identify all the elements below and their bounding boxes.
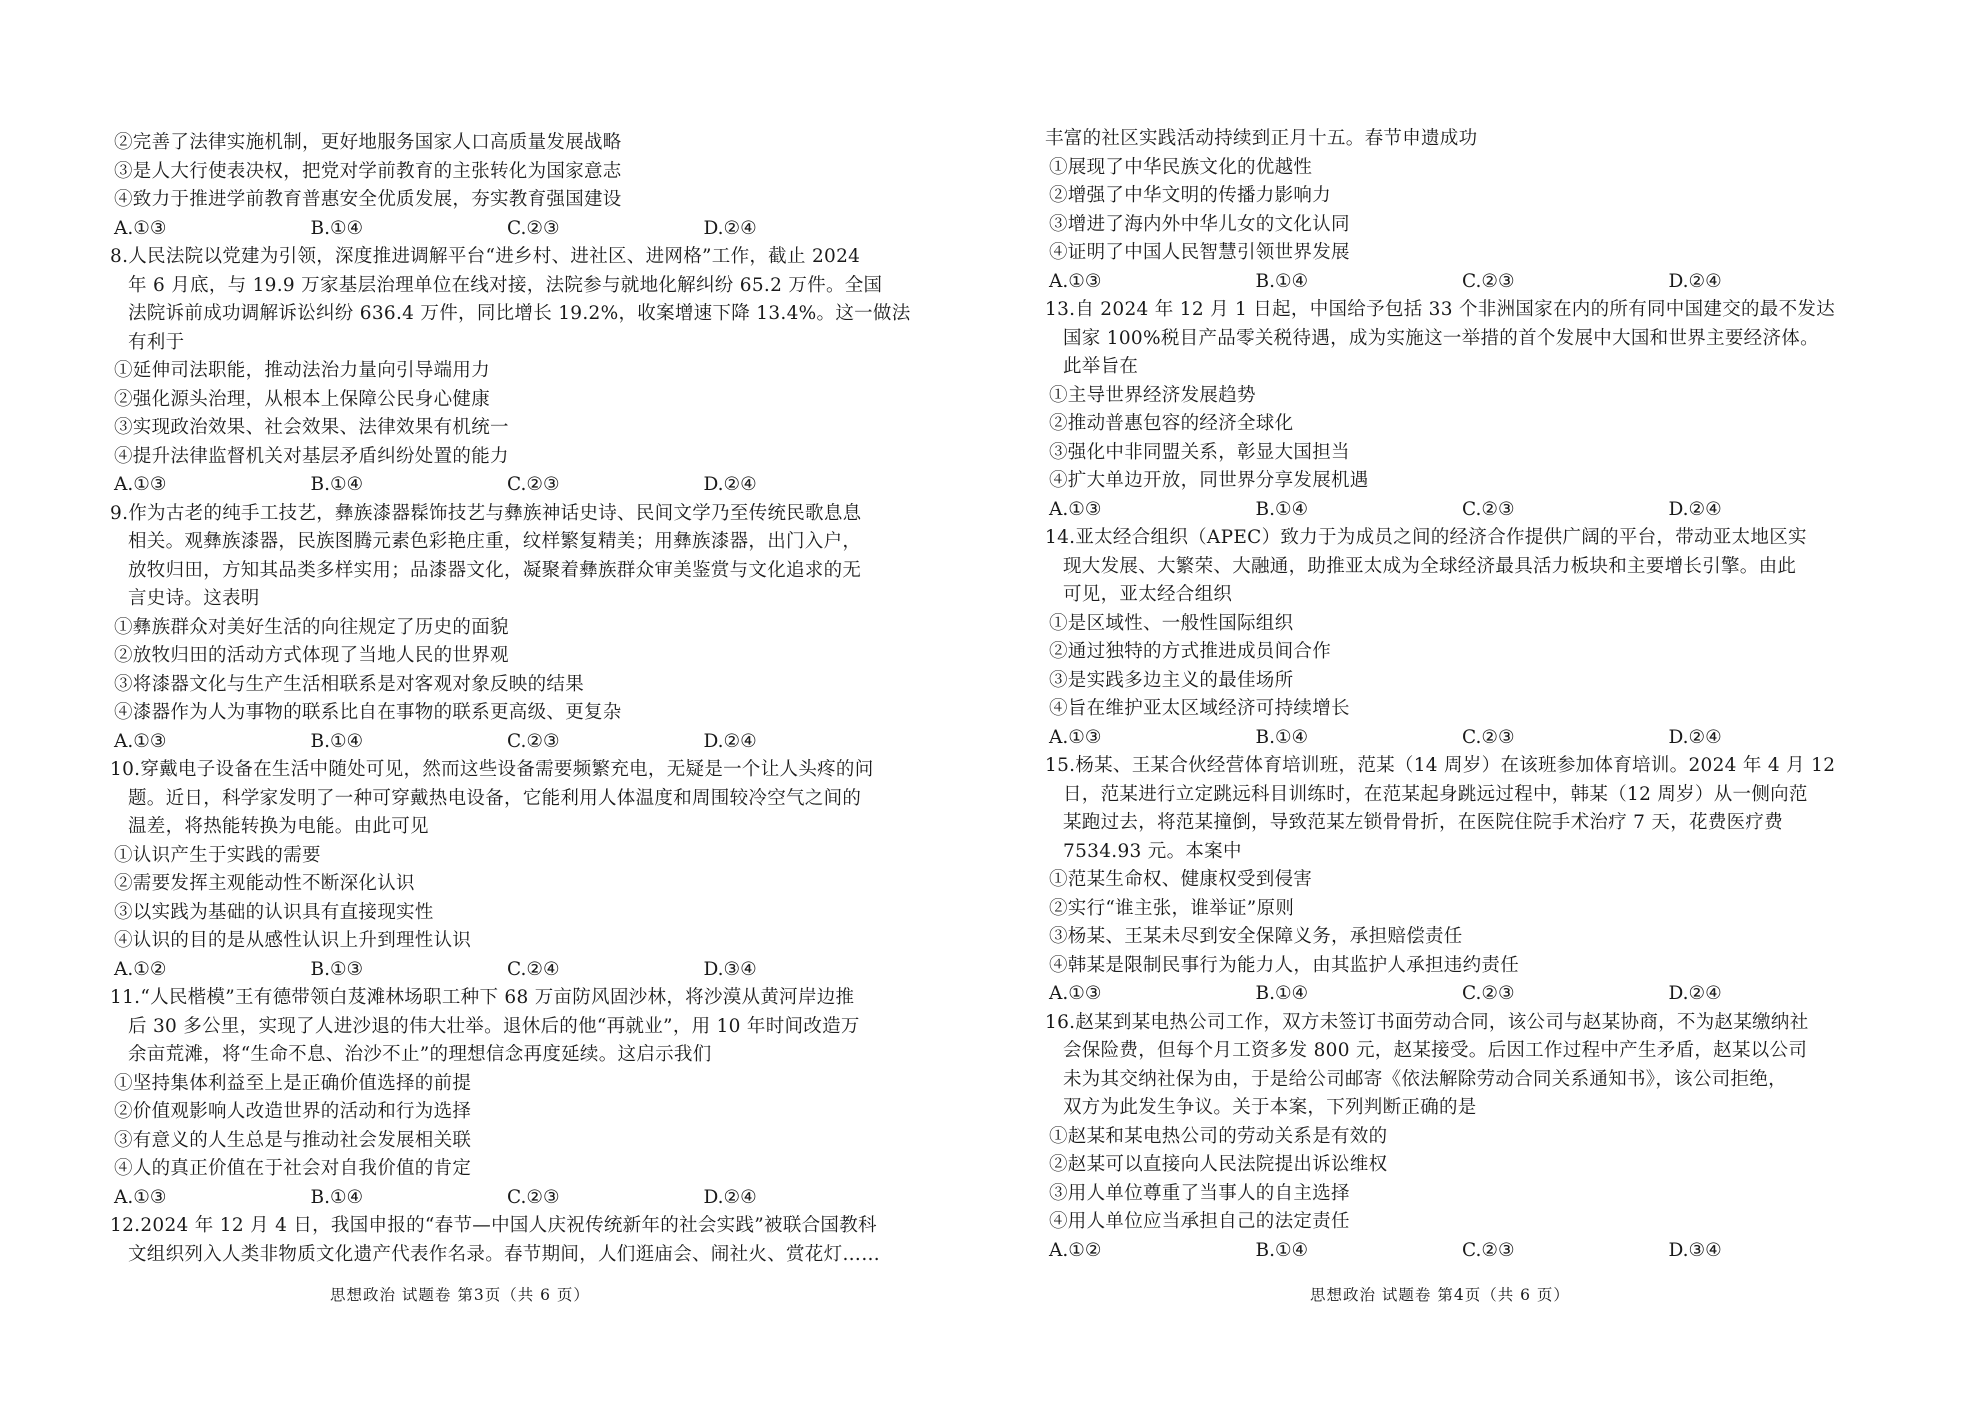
answer-choice[interactable]: A.①② — [114, 958, 167, 980]
answer-choice[interactable]: B.①③ — [310, 958, 364, 980]
question-stem: 8.人民法院以党建为引领，深度推进调解平台“进乡村、进社区、进网格”工作，截止 2024 — [110, 246, 861, 267]
answer-choice[interactable]: B.①④ — [310, 1186, 364, 1208]
right-page-content — [1045, 125, 1875, 1265]
question-stem: 9.作为古老的纯手工技艺，彝族漆器髹饰技艺与彝族神话史诗、民间文学乃至传统民歌息息 — [110, 502, 862, 524]
question-stem-continued: 言史诗。这表明 — [128, 588, 260, 609]
question-q15 — [1045, 752, 1875, 1009]
page-footer: 思想政治 试题卷 第3页（共 6 页） — [330, 1286, 590, 1304]
question-stem-continued: 温差，将热能转换为电能。由此可见 — [128, 816, 429, 837]
statement-option: ②赵某可以直接向人民法院提出诉讼维权 — [1049, 1154, 1388, 1175]
question-stem-continued: 后 30 多公里，实现了人进沙退的伟大壮举。退休后的他“再就业”，用 10 年时间改造万 — [128, 1015, 860, 1037]
answer-choice[interactable]: C.②③ — [1462, 1239, 1515, 1261]
answer-choice[interactable]: C.②③ — [1462, 270, 1515, 292]
answer-choice[interactable]: D.②④ — [1668, 726, 1722, 748]
statement-option: ④扩大单边开放，同世界分享发展机遇 — [1049, 470, 1369, 491]
statement-option: ④用人单位应当承担自己的法定责任 — [1049, 1211, 1350, 1232]
answer-choice[interactable]: A.①③ — [1049, 498, 1102, 520]
statement-option: ②完善了法律实施机制，更好地服务国家人口高质量发展战略 — [114, 132, 622, 153]
statement-option: ④提升法律监督机关对基层矛盾纠纷处置的能力 — [114, 445, 509, 467]
answer-choice[interactable]: D.②④ — [703, 1186, 757, 1208]
answer-choice[interactable]: A.①③ — [114, 217, 167, 239]
answer-choices — [1045, 496, 1875, 525]
statement-option: ②通过独特的方式推进成员间合作 — [1049, 641, 1332, 662]
answer-choice[interactable]: D.②④ — [1668, 270, 1722, 292]
statement-option: ④致力于推进学前教育普惠安全优质发展，夯实教育强国建设 — [114, 189, 622, 210]
statement-option: ①是区域性、一般性国际组织 — [1049, 612, 1294, 634]
answer-choice[interactable]: A.①② — [1049, 1239, 1102, 1261]
answer-choice[interactable]: B.①④ — [310, 474, 364, 495]
statement-option: ②放牧归田的活动方式体现了当地人民的世界观 — [114, 645, 509, 666]
statement-option: ③是人大行使表决权，把党对学前教育的主张转化为国家意志 — [114, 160, 622, 182]
answer-choices — [110, 215, 900, 244]
question-stem: 丰富的社区实践活动持续到正月十五。春节申遗成功 — [1045, 128, 1478, 149]
answer-choice[interactable]: B.①④ — [1255, 726, 1309, 748]
answer-choice[interactable]: D.②④ — [703, 730, 757, 752]
question-stem-continued: 文组织列入人类非物质文化遗产代表作名录。春节期间，人们逛庙会、闹社火、赏花灯…… — [128, 1243, 881, 1265]
answer-choice[interactable]: C.②③ — [1462, 498, 1515, 520]
statement-option: ①延伸司法职能，推动法治力量向引导端用力 — [114, 360, 491, 381]
question-stem-continued: 双方为此发生争议。关于本案，下列判断正确的是 — [1063, 1097, 1477, 1118]
question-stem-continued: 有利于 — [128, 331, 185, 353]
question-stem-continued: 日，范某进行立定跳远科目训练时，在范某起身跳远过程中，韩某（12 周岁）从一侧向范 — [1063, 783, 1808, 805]
question-q12_tail — [1045, 125, 1875, 296]
answer-choice[interactable]: B.①④ — [1255, 270, 1309, 292]
question-q16 — [1045, 1009, 1875, 1266]
statement-option: ④证明了中国人民智慧引领世界发展 — [1049, 242, 1350, 263]
answer-choices — [110, 471, 900, 500]
statement-option: ①范某生命权、健康权受到侵害 — [1049, 869, 1313, 890]
answer-choice[interactable]: D.②④ — [1668, 983, 1722, 1004]
question-stem-continued: 未为其交纳社保为由，于是给公司邮寄《依法解除劳动合同关系通知书》，该公司拒绝， — [1063, 1068, 1787, 1090]
page-footer: 思想政治 试题卷 第4页（共 6 页） — [1310, 1286, 1570, 1304]
answer-choice[interactable]: A.①③ — [1049, 983, 1102, 1004]
answer-choices — [110, 728, 900, 757]
answer-choices — [110, 956, 900, 985]
statement-option: ①认识产生于实践的需要 — [114, 844, 321, 866]
question-stem: 16.赵某到某电热公司工作，双方未签订书面劳动合同，该公司与赵某协商，不为赵某缴纳社 — [1045, 1011, 1809, 1033]
answer-choice[interactable]: C.②③ — [507, 1186, 560, 1208]
question-stem-continued: 某跑过去，将范某撞倒，导致范某左锁骨骨折，在医院住院手术治疗 7 天，花费医疗费 — [1063, 812, 1784, 833]
statement-option: ③有意义的人生总是与推动社会发展相关联 — [114, 1129, 472, 1151]
question-stem-continued: 余亩荒滩，将“生命不息、治沙不止”的理想信念再度延续。这启示我们 — [128, 1044, 712, 1065]
statement-option: ①坚持集体利益至上是正确价值选择的前提 — [114, 1072, 472, 1094]
answer-choice[interactable]: D.③④ — [1668, 1239, 1722, 1261]
answer-choices — [1045, 980, 1875, 1009]
statement-option: ④人的真正价值在于社会对自我价值的肯定 — [114, 1158, 472, 1179]
answer-choice[interactable]: A.①③ — [114, 1186, 167, 1208]
question-stem-continued: 会保险费，但每个月工资多发 800 元，赵某接受。后因工作过程中产生矛盾，赵某以公司 — [1063, 1040, 1808, 1061]
question-stem-continued: 法院诉前成功调解诉讼纠纷 636.4 万件，同比增长 19.2%，收案增速下降 13.4%。这一做法 — [128, 303, 911, 324]
question-stem-continued: 可见，亚太经合组织 — [1063, 584, 1233, 605]
answer-choices — [1045, 268, 1875, 297]
answer-choice[interactable]: C.②③ — [507, 730, 560, 752]
question-q12_head — [110, 1212, 900, 1269]
question-stem-continued: 现大发展、大繁荣、大融通，助推亚太成为全球经济最具活力板块和主要增长引擎。由此 — [1063, 555, 1797, 577]
answer-choice[interactable]: D.②④ — [703, 217, 757, 239]
answer-choice[interactable]: D.②④ — [703, 474, 757, 495]
question-stem-continued: 题。近日，科学家发明了一种可穿戴热电设备，它能利用人体温度和周围较冷空气之间的 — [128, 787, 862, 809]
statement-option: ③实现政治效果、社会效果、法律效果有机统一 — [114, 417, 509, 438]
left-page-content — [110, 129, 911, 1269]
statement-option: ①彝族群众对美好生活的向往规定了历史的面貌 — [114, 616, 509, 638]
answer-choice[interactable]: A.①③ — [114, 730, 167, 752]
question-stem: 13.自 2024 年 12 月 1 日起，中国给予包括 33 个非洲国家在内的所有同中国建交的最不发达 — [1045, 299, 1836, 320]
question-q10 — [110, 756, 900, 984]
statement-option: ②强化源头治理，从根本上保障公民身心健康 — [114, 388, 491, 410]
answer-choice[interactable]: A.①③ — [1049, 726, 1102, 748]
statement-option: ①赵某和某电热公司的劳动关系是有效的 — [1049, 1125, 1388, 1147]
statement-option: ③将漆器文化与生产生活相联系是对客观对象反映的结果 — [114, 673, 585, 695]
statement-option: ②增强了中华文明的传播力影响力 — [1049, 185, 1332, 206]
statement-option: ④韩某是限制民事行为能力人，由其监护人承担违约责任 — [1049, 954, 1520, 976]
question-q14 — [1045, 524, 1875, 752]
statement-option: ①展现了中华民族文化的优越性 — [1049, 156, 1313, 178]
statement-option: ③增进了海内外中华儿女的文化认同 — [1049, 213, 1350, 235]
question-q9 — [110, 500, 900, 757]
answer-choice[interactable]: B.①④ — [1255, 1239, 1309, 1261]
answer-choices — [1045, 724, 1875, 753]
answer-choices — [1045, 1237, 1875, 1266]
question-q8 — [110, 243, 911, 500]
question-stem: 14.亚太经合组织（APEC）致力于为成员之间的经济合作提供广阔的平台，带动亚太地区实 — [1045, 527, 1807, 548]
statement-option: ②价值观影响人改造世界的活动和行为选择 — [114, 1101, 472, 1122]
question-stem-continued: 放牧归田，方知其品类多样实用；品漆器文化，凝聚着彝族群众审美鉴赏与文化追求的无 — [128, 559, 862, 581]
answer-choice[interactable]: D.③④ — [703, 958, 757, 980]
answer-choice[interactable]: A.①③ — [114, 474, 167, 495]
statement-option: ③以实践为基础的认识具有直接现实性 — [114, 901, 434, 923]
question-stem-continued: 此举旨在 — [1063, 356, 1139, 377]
statement-option: ④旨在维护亚太区域经济可持续增长 — [1049, 698, 1350, 719]
question-stem-continued: 国家 100%税目产品零关税待遇，成为实施这一举措的首个发展中大国和世界主要经济体。 — [1063, 327, 1819, 349]
statement-option: ②需要发挥主观能动性不断深化认识 — [114, 873, 415, 894]
answer-choice[interactable]: B.①④ — [310, 730, 364, 752]
answer-choice[interactable]: B.①④ — [1255, 983, 1309, 1004]
answer-choice[interactable]: C.②③ — [507, 217, 560, 239]
answer-choice[interactable]: B.①④ — [1255, 498, 1309, 520]
question-stem: 15.杨某、王某合伙经营体育培训班，范某（14 周岁）在该班参加体育培训。2024 年 4 月 12 — [1045, 755, 1836, 776]
question-q11 — [110, 984, 900, 1212]
question-q13 — [1045, 296, 1875, 524]
question-stem: 12.2024 年 12 月 4 日，我国申报的“春节—中国人庆祝传统新年的社会实践”被联合国教科 — [110, 1215, 877, 1236]
statement-option: ①主导世界经济发展趋势 — [1049, 384, 1256, 406]
statement-option: ③用人单位尊重了当事人的自主选择 — [1049, 1182, 1350, 1204]
statement-option: ③强化中非同盟关系，彰显大国担当 — [1049, 441, 1350, 463]
question-stem: 10.穿戴电子设备在生活中随处可见，然而这些设备需要频繁充电，无疑是一个让人头疼的问 — [110, 759, 874, 780]
statement-option: ②实行“谁主张，谁举证”原则 — [1049, 897, 1295, 919]
answer-choice[interactable]: C.②③ — [1462, 983, 1515, 1004]
question-stem-continued: 相关。观彝族漆器，民族图腾元素色彩艳庄重，纹样繁复精美；用彝族漆器，出门入户， — [128, 531, 862, 552]
statement-option: ②推动普惠包容的经济全球化 — [1049, 413, 1294, 434]
answer-choice[interactable]: A.①③ — [1049, 270, 1102, 292]
question-stem: 11.“人民楷模”王有德带领白芨滩林场职工种下 68 万亩防风固沙林，将沙漠从黄河岸边推 — [110, 987, 855, 1008]
answer-choice[interactable]: C.②④ — [507, 958, 560, 980]
question-q7_tail — [110, 129, 900, 243]
answer-choice[interactable]: D.②④ — [1668, 498, 1722, 520]
question-stem-continued: 年 6 月底，与 19.9 万家基层治理单位在线对接，法院参与就地化解纠纷 65.2 万件。全国 — [128, 274, 883, 296]
question-stem-continued: 7534.93 元。本案中 — [1063, 840, 1242, 862]
statement-option: ④漆器作为人为事物的联系比自在事物的联系更高级、更复杂 — [114, 702, 622, 723]
answer-choice[interactable]: C.②③ — [507, 474, 560, 495]
statement-option: ④认识的目的是从感性认识上升到理性认识 — [114, 930, 472, 951]
answer-choice[interactable]: C.②③ — [1462, 726, 1515, 748]
statement-option: ③是实践多边主义的最佳场所 — [1049, 669, 1294, 691]
answer-choice[interactable]: B.①④ — [310, 217, 364, 239]
statement-option: ③杨某、王某未尽到安全保障义务，承担赔偿责任 — [1049, 926, 1463, 947]
answer-choices — [110, 1184, 900, 1213]
